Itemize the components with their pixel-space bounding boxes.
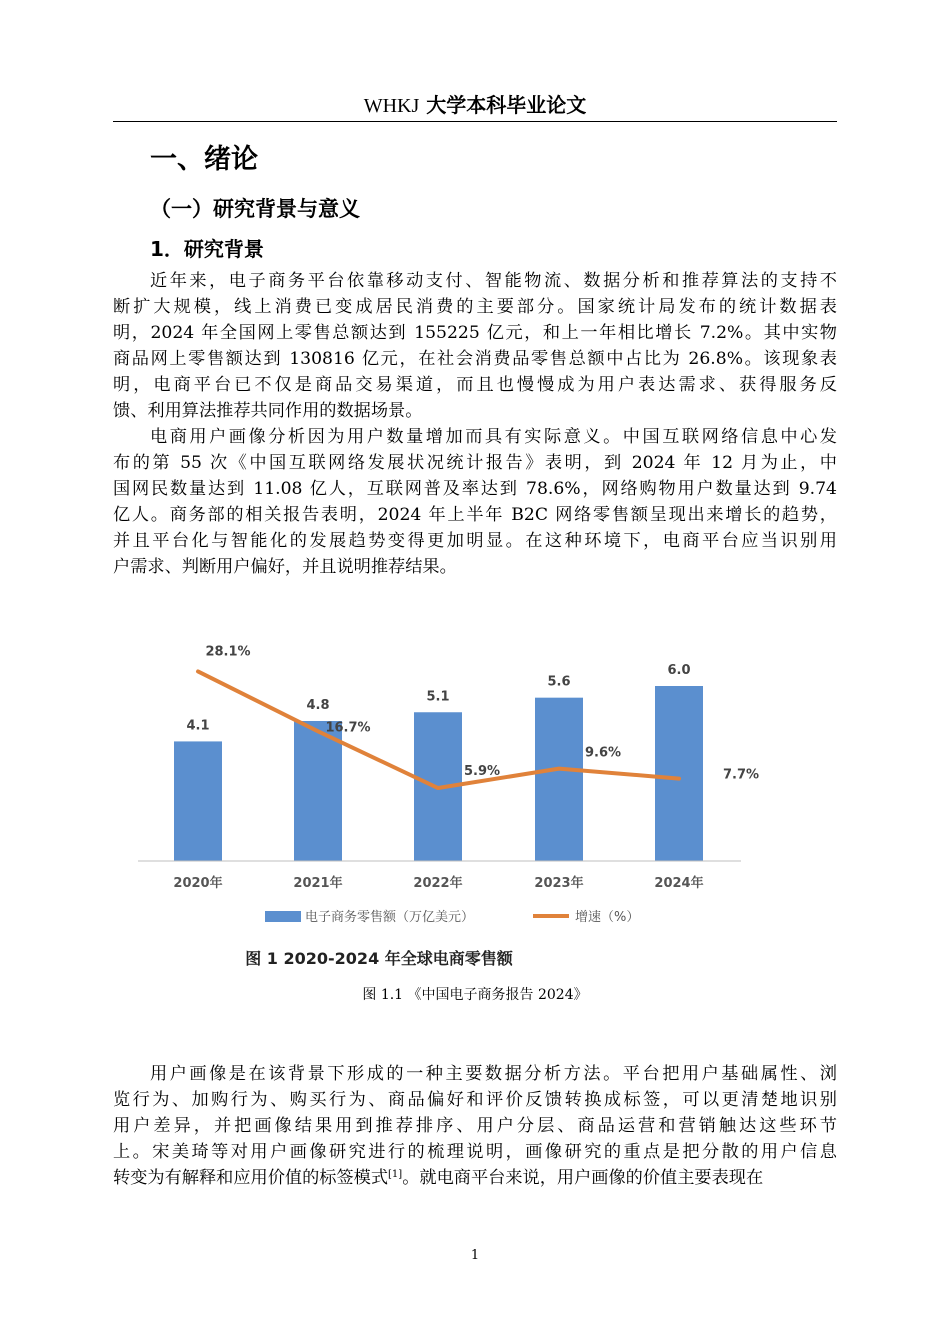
paragraph-text: 。就电商平台来说，用户画像的价值主要表现在 bbox=[402, 1168, 764, 1188]
growth-value-label: 9.6% bbox=[584, 745, 622, 761]
citation-reference[interactable]: [1] bbox=[388, 1169, 403, 1180]
bar-2024年 bbox=[655, 686, 703, 861]
bar-2021年 bbox=[294, 721, 342, 861]
page-number: 1 bbox=[470, 1248, 480, 1263]
bar-value-label: 4.8 bbox=[306, 698, 330, 713]
header-title: 大学本科毕业论文 bbox=[426, 93, 587, 117]
chart-title: 图 1 2020-2024 年全球电商零售额 bbox=[245, 949, 513, 968]
paragraph-line: 户需求、判断用户偏好，并且说明推荐结果。 bbox=[113, 557, 457, 577]
running-header bbox=[113, 92, 837, 119]
section-heading: （一）研究背景与意义 bbox=[150, 197, 360, 221]
paragraph-line: 用户差异，并把画像结果用到推荐排序、用户分层、商品运营和营销触达这些环节 bbox=[113, 1116, 837, 1136]
paragraph-line: 亿人。商务部的相关报告表明，2024 年上半年 B2C 网络零售额呈现出来增长的趋势， bbox=[113, 505, 837, 525]
bar-line-chart bbox=[113, 635, 837, 975]
paragraph-line: 布的第 55 次《中国互联网络发展状况统计报告》表明，到 2024 年 12 月为止，中 bbox=[113, 453, 837, 473]
bar-value-label: 6.0 bbox=[667, 663, 691, 678]
paragraph-line: 并且平台化与智能化的发展趋势变得更加明显。在这种环境下，电商平台应当识别用 bbox=[113, 531, 837, 551]
paragraph-line: 国网民数量达到 11.08 亿人，互联网普及率达到 78.6%，网络购物用户数量达到 9.74 bbox=[113, 479, 837, 499]
x-tick-label: 2020年 bbox=[173, 876, 223, 891]
paragraph-text: 转变为有解释和应用价值的标签模式 bbox=[113, 1168, 389, 1188]
growth-value-label: 16.7% bbox=[325, 720, 371, 736]
x-tick-label: 2022年 bbox=[413, 876, 463, 891]
growth-value-label: 7.7% bbox=[722, 767, 760, 783]
header-latin: WHKJ bbox=[363, 95, 420, 117]
figure-caption: 图 1.1 《中国电子商务报告 2024》 bbox=[362, 987, 588, 1003]
bar-2023年 bbox=[535, 698, 583, 861]
paragraph-line: 明，2024 年全国网上零售总额达到 155225 亿元，和上一年相比增长 7.2%。其中实物 bbox=[113, 323, 837, 343]
paragraph-line bbox=[113, 1165, 837, 1191]
subsection-heading: 1．研究背景 bbox=[150, 237, 264, 261]
paragraph-line: 览行为、加购行为、购买行为、商品偏好和评价反馈转换成标签，可以更清楚地识别 bbox=[113, 1090, 837, 1110]
chapter-heading: 一、绪论 bbox=[150, 144, 258, 175]
legend-bar-label: 电子商务零售额（万亿美元） bbox=[305, 910, 475, 925]
growth-value-label: 28.1% bbox=[205, 644, 251, 660]
paragraph-line: 近年来，电子商务平台依靠移动支付、智能物流、数据分析和推荐算法的支持不 bbox=[150, 271, 837, 291]
paragraph-line: 明，电商平台已不仅是商品交易渠道，而且也慢慢成为用户表达需求、获得服务反 bbox=[113, 375, 837, 395]
paragraph-line: 用户画像是在该背景下形成的一种主要数据分析方法。平台把用户基础属性、浏 bbox=[150, 1064, 837, 1084]
paragraph-line: 断扩大规模，线上消费已变成居民消费的主要部分。国家统计局发布的统计数据表 bbox=[113, 297, 837, 317]
bar-value-label: 5.1 bbox=[426, 689, 450, 705]
paragraph-line: 商品网上零售额达到 130816 亿元，在社会消费品零售总额中占比为 26.8%。该现象表 bbox=[113, 349, 837, 369]
x-tick-label: 2024年 bbox=[654, 876, 704, 891]
paragraph-line: 上。宋美琦等对用户画像研究进行的梳理说明，画像研究的重点是把分散的用户信息 bbox=[113, 1142, 837, 1162]
legend-line-label: 增速（%） bbox=[575, 910, 640, 925]
bar-value-label: 5.6 bbox=[547, 674, 571, 690]
legend-bar-swatch bbox=[265, 911, 301, 922]
paragraph-line: 馈、利用算法推荐共同作用的数据场景。 bbox=[113, 401, 423, 421]
x-tick-label: 2021年 bbox=[293, 876, 343, 891]
bar-value-label: 4.1 bbox=[186, 718, 210, 734]
growth-value-label: 5.9% bbox=[463, 764, 501, 780]
bar-2020年 bbox=[174, 741, 222, 861]
x-tick-label: 2023年 bbox=[534, 876, 584, 891]
figure-chart bbox=[113, 635, 837, 975]
paragraph-line: 电商用户画像分析因为用户数量增加而具有实际意义。中国互联网络信息中心发 bbox=[150, 427, 837, 447]
header-rule bbox=[113, 121, 837, 122]
